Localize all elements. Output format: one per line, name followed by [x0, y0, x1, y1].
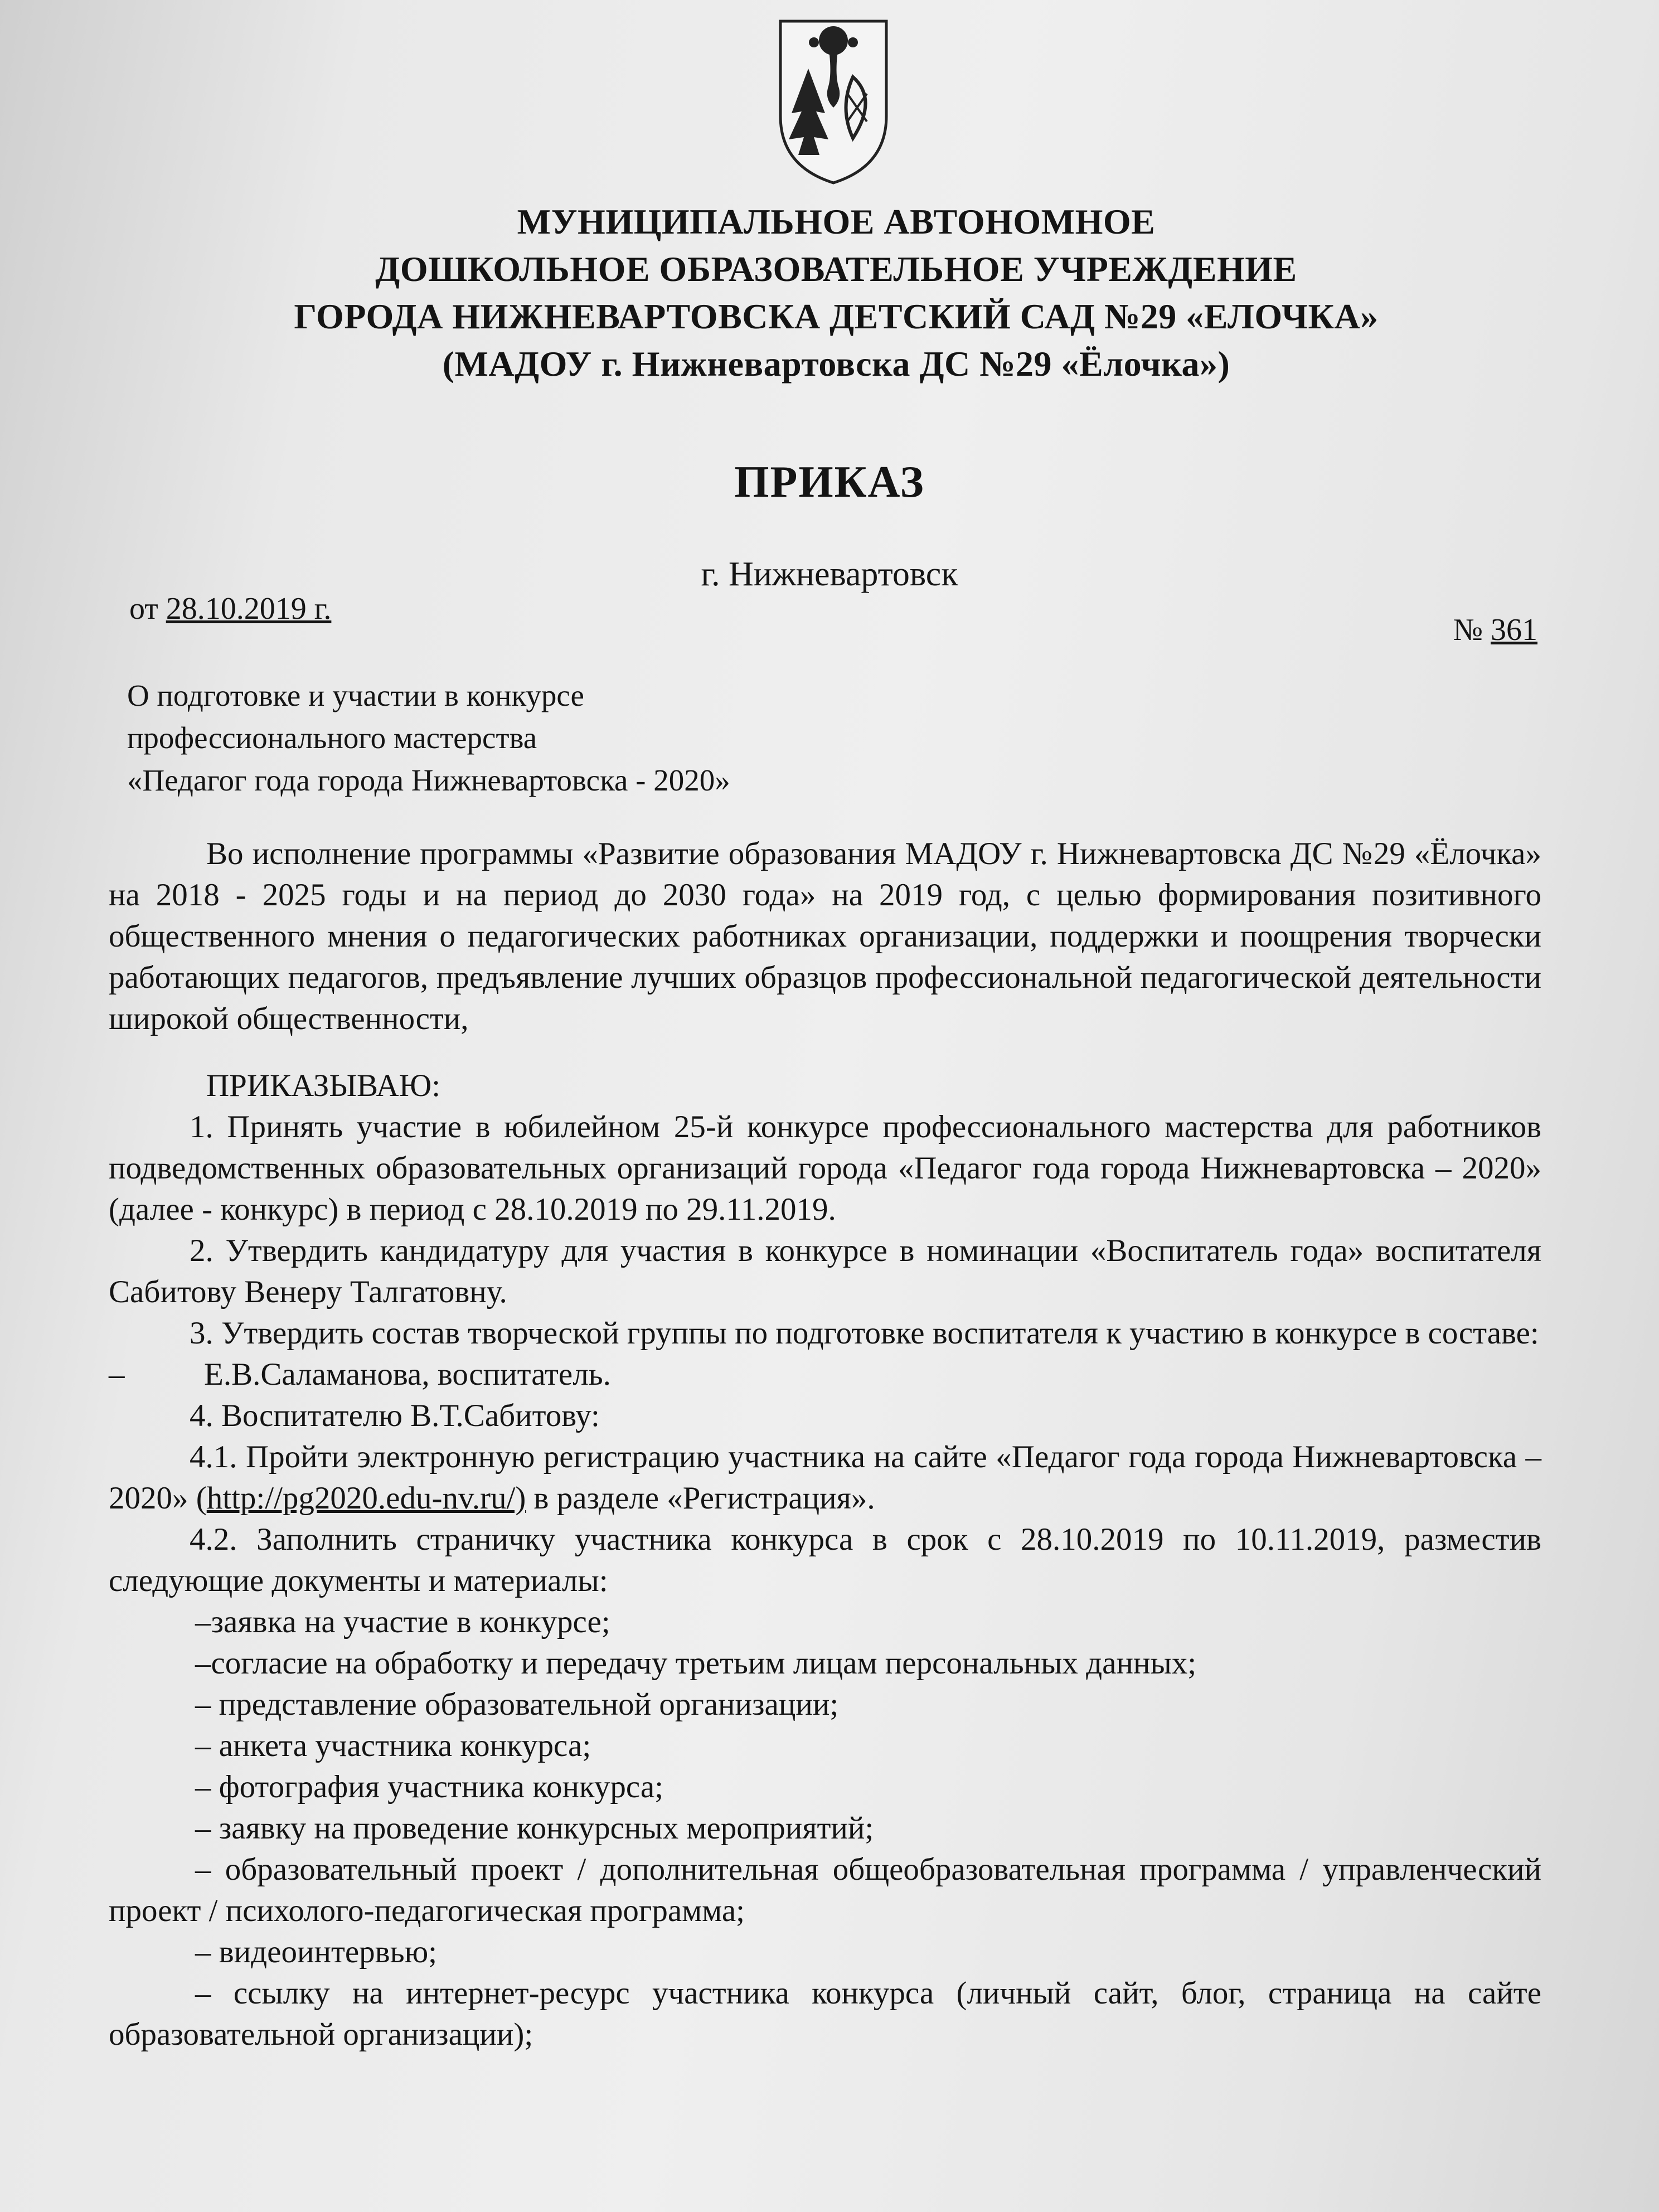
- document-list-item: – заявку на проведение конкурсных мероприятий;: [195, 1811, 874, 1846]
- document-list-item: – ссылку на интернет-ресурс участника конкурса (личный сайт, блог, страница на сайте образовательной организации);: [109, 1976, 1541, 2052]
- header-line-1: МУНИЦИПАЛЬНОЕ АВТОНОМНОЕ: [517, 202, 1156, 241]
- item-4-1-text-a: 4.1. Пройти электронную регистрацию участника на сайте «Педагог года города Нижневартовска – 2020» (: [109, 1439, 1541, 1516]
- document-body: [109, 833, 1541, 2055]
- header-line-4: (МАДОУ г. Нижневартовска ДС №29 «Ёлочка»): [442, 344, 1230, 384]
- document-list-item: – фотография участника конкурса;: [195, 1769, 664, 1804]
- document-number: [1453, 612, 1537, 648]
- item-4-2: 4.2. Заполнить страничку участника конкурса в срок с 28.10.2019 по 10.11.2019, разместив следующие документы и материалы:: [109, 1522, 1541, 1598]
- header-line-3: ГОРОДА НИЖНЕВАРТОВСКА ДЕТСКИЙ САД №29 «ЕЛОЧКА»: [294, 297, 1379, 336]
- document-date: [129, 591, 331, 627]
- item-4-1-text-b: в разделе «Регистрация».: [526, 1481, 875, 1516]
- item-4-1: [109, 1437, 1541, 1519]
- item-3-member: – Е.В.Саламанова, воспитатель.: [109, 1357, 611, 1392]
- subject-line-2: профессионального мастерства: [127, 721, 537, 755]
- organization-header: [111, 198, 1561, 387]
- document-list-item: –заявка на участие в конкурсе;: [195, 1604, 610, 1639]
- document-list-item: – представление образовательной организации;: [195, 1687, 839, 1722]
- document-list-item: – видеоинтервью;: [195, 1934, 438, 1970]
- order-word: ПРИКАЗЫВАЮ:: [206, 1068, 441, 1103]
- item-2: 2. Утвердить кандидатуру для участия в конкурсе в номинации «Воспитатель года» воспитателя Сабитову Венеру Талгатовну.: [109, 1233, 1541, 1309]
- date-value: 28.10.2019 г.: [166, 591, 332, 626]
- item-3: 3. Утвердить состав творческой группы по подготовке воспитателя к участию в конкурсе в составе:: [190, 1316, 1539, 1351]
- item-1: 1. Принять участие в юбилейном 25-й конкурсе профессионального мастерства для работников подведомственных образовательных организаций города «Педагог года города Нижневартовска – 2020» (далее - конкурс) в период с 28.10.2019 по 29.11.2019.: [109, 1109, 1541, 1227]
- document-list-item: –согласие на обработку и передачу третьим лицам персональных данных;: [195, 1646, 1197, 1681]
- subject-line-3: «Педагог года города Нижневартовска - 2020»: [127, 763, 730, 797]
- preamble-paragraph: Во исполнение программы «Развитие образования МАДОУ г. Нижневартовска ДС №29 «Ёлочка» на 2018 - 2025 годы и на период до 2030 года» на 2019 год, с целью формирования позитивного общественного мнения о педагогических работниках организации, поддержки и поощрения творчески работающих педагогов, предъявление лучших образцов профессиональной педагогической деятельности широкой общественности,: [109, 836, 1541, 1036]
- header-line-2: ДОШКОЛЬНОЕ ОБРАЗОВАТЕЛЬНОЕ УЧРЕЖДЕНИЕ: [375, 249, 1297, 289]
- document-subject: [127, 675, 730, 802]
- subject-line-1: О подготовке и участии в конкурсе: [127, 678, 584, 712]
- item-4: 4. Воспитателю В.Т.Сабитову:: [190, 1398, 600, 1433]
- document-list-item: – образовательный проект / дополнительная общеобразовательная программа / управленческий проект / психолого-педагогическая программа;: [109, 1852, 1541, 1928]
- registration-link[interactable]: http://pg2020.edu-nv.ru/): [206, 1481, 526, 1516]
- document-list-item: – анкета участника конкурса;: [195, 1728, 591, 1763]
- number-prefix: №: [1453, 613, 1483, 647]
- number-value: 361: [1491, 613, 1537, 647]
- document-city: г. Нижневартовск: [701, 555, 958, 593]
- city-coat-of-arms-icon: [769, 10, 898, 188]
- date-prefix: от: [129, 591, 158, 626]
- document-title: ПРИКАЗ: [734, 458, 925, 507]
